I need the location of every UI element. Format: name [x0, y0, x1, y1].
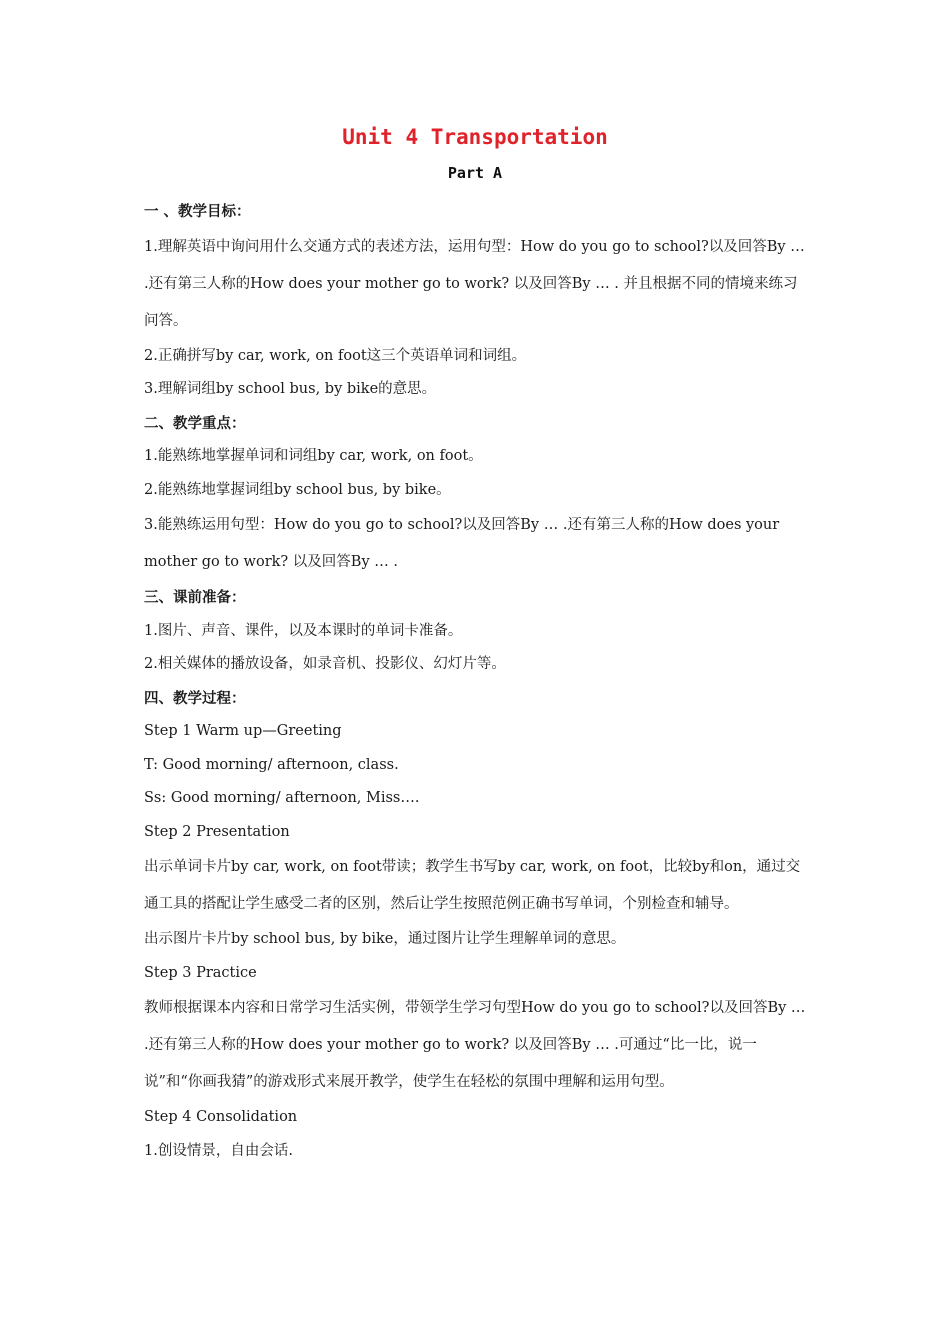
paragraph-line: 1.图片、声音、课件，以及本课时的单词卡准备。 [144, 622, 463, 639]
paragraph-line: Ss: Good morning/ afternoon, Miss…. [144, 790, 420, 806]
paragraph-line: 2.能熟练地掌握词组by school bus, by bike。 [144, 481, 451, 498]
paragraph: 教师根据课本内容和日常学习生活实例，带领学生学习句型How do you go to school?以及回答By … .还有第三人称的How does your mother go to work? 以及回答By … .可通过“比一比，说一说”和“你画我猜”的游戏形式来展开教学，使学生在轻松的氛围中理解和运用句型。 [144, 1000, 806, 1090]
paragraph: 3.能熟练运用句型：How do you go to school?以及回答By … .还有第三人称的How does your mother go to work? 以及回答By … . [144, 517, 780, 570]
paragraph-line: 1.能熟练地掌握单词和词组by car, work, on foot。 [144, 448, 483, 464]
paragraph-line: 3.理解词组by school bus, by bike的意思。 [144, 381, 437, 397]
section-heading: 一 、教学目标： [144, 203, 251, 220]
paragraph-line: Step 3 Practice [144, 964, 257, 981]
paragraph-line: 出示图片卡片by school bus, by bike，通过图片让学生理解单词的意思。 [144, 931, 626, 947]
paragraph-line: T: Good morning/ afternoon, class. [144, 756, 399, 773]
paragraph-line: Step 2 Presentation [144, 823, 290, 840]
section-heading: 二、教学重点： [144, 414, 246, 432]
section-heading: 三、课前准备： [144, 589, 246, 606]
paragraph-line: Step 1 Warm up—Greeting [144, 723, 342, 739]
paragraph-line: Step 4 Consolidation [144, 1109, 298, 1125]
page-subtitle: Part A [447, 164, 503, 182]
paragraph: 1.理解英语中询问用什么交通方式的表述方法，运用句型：How do you go to school?以及回答By … .还有第三人称的How does your mother go to work? 以及回答By … . 并且根据不同的情境来练习问答。 [144, 238, 805, 329]
section-heading: 四、教学过程： [144, 689, 246, 707]
paragraph: 出示单词卡片by car, work, on foot带读；教学生书写by car, work, on foot，比较by和on，通过交通工具的搭配让学生感受二者的区别，然后让学生按照范例正确书写单词，个别检查和辅导。 [144, 859, 801, 912]
document-body [144, 195, 808, 1168]
paragraph-line: 2.正确拼写by car, work, on foot这三个英语单词和词组。 [144, 347, 527, 364]
paragraph-line: 1.创设情景，自由会话. [144, 1142, 293, 1159]
paragraph-line: 2.相关媒体的播放设备，如录音机、投影仪、幻灯片等。 [144, 656, 506, 672]
page-title: Unit 4 Transportation [342, 125, 608, 149]
